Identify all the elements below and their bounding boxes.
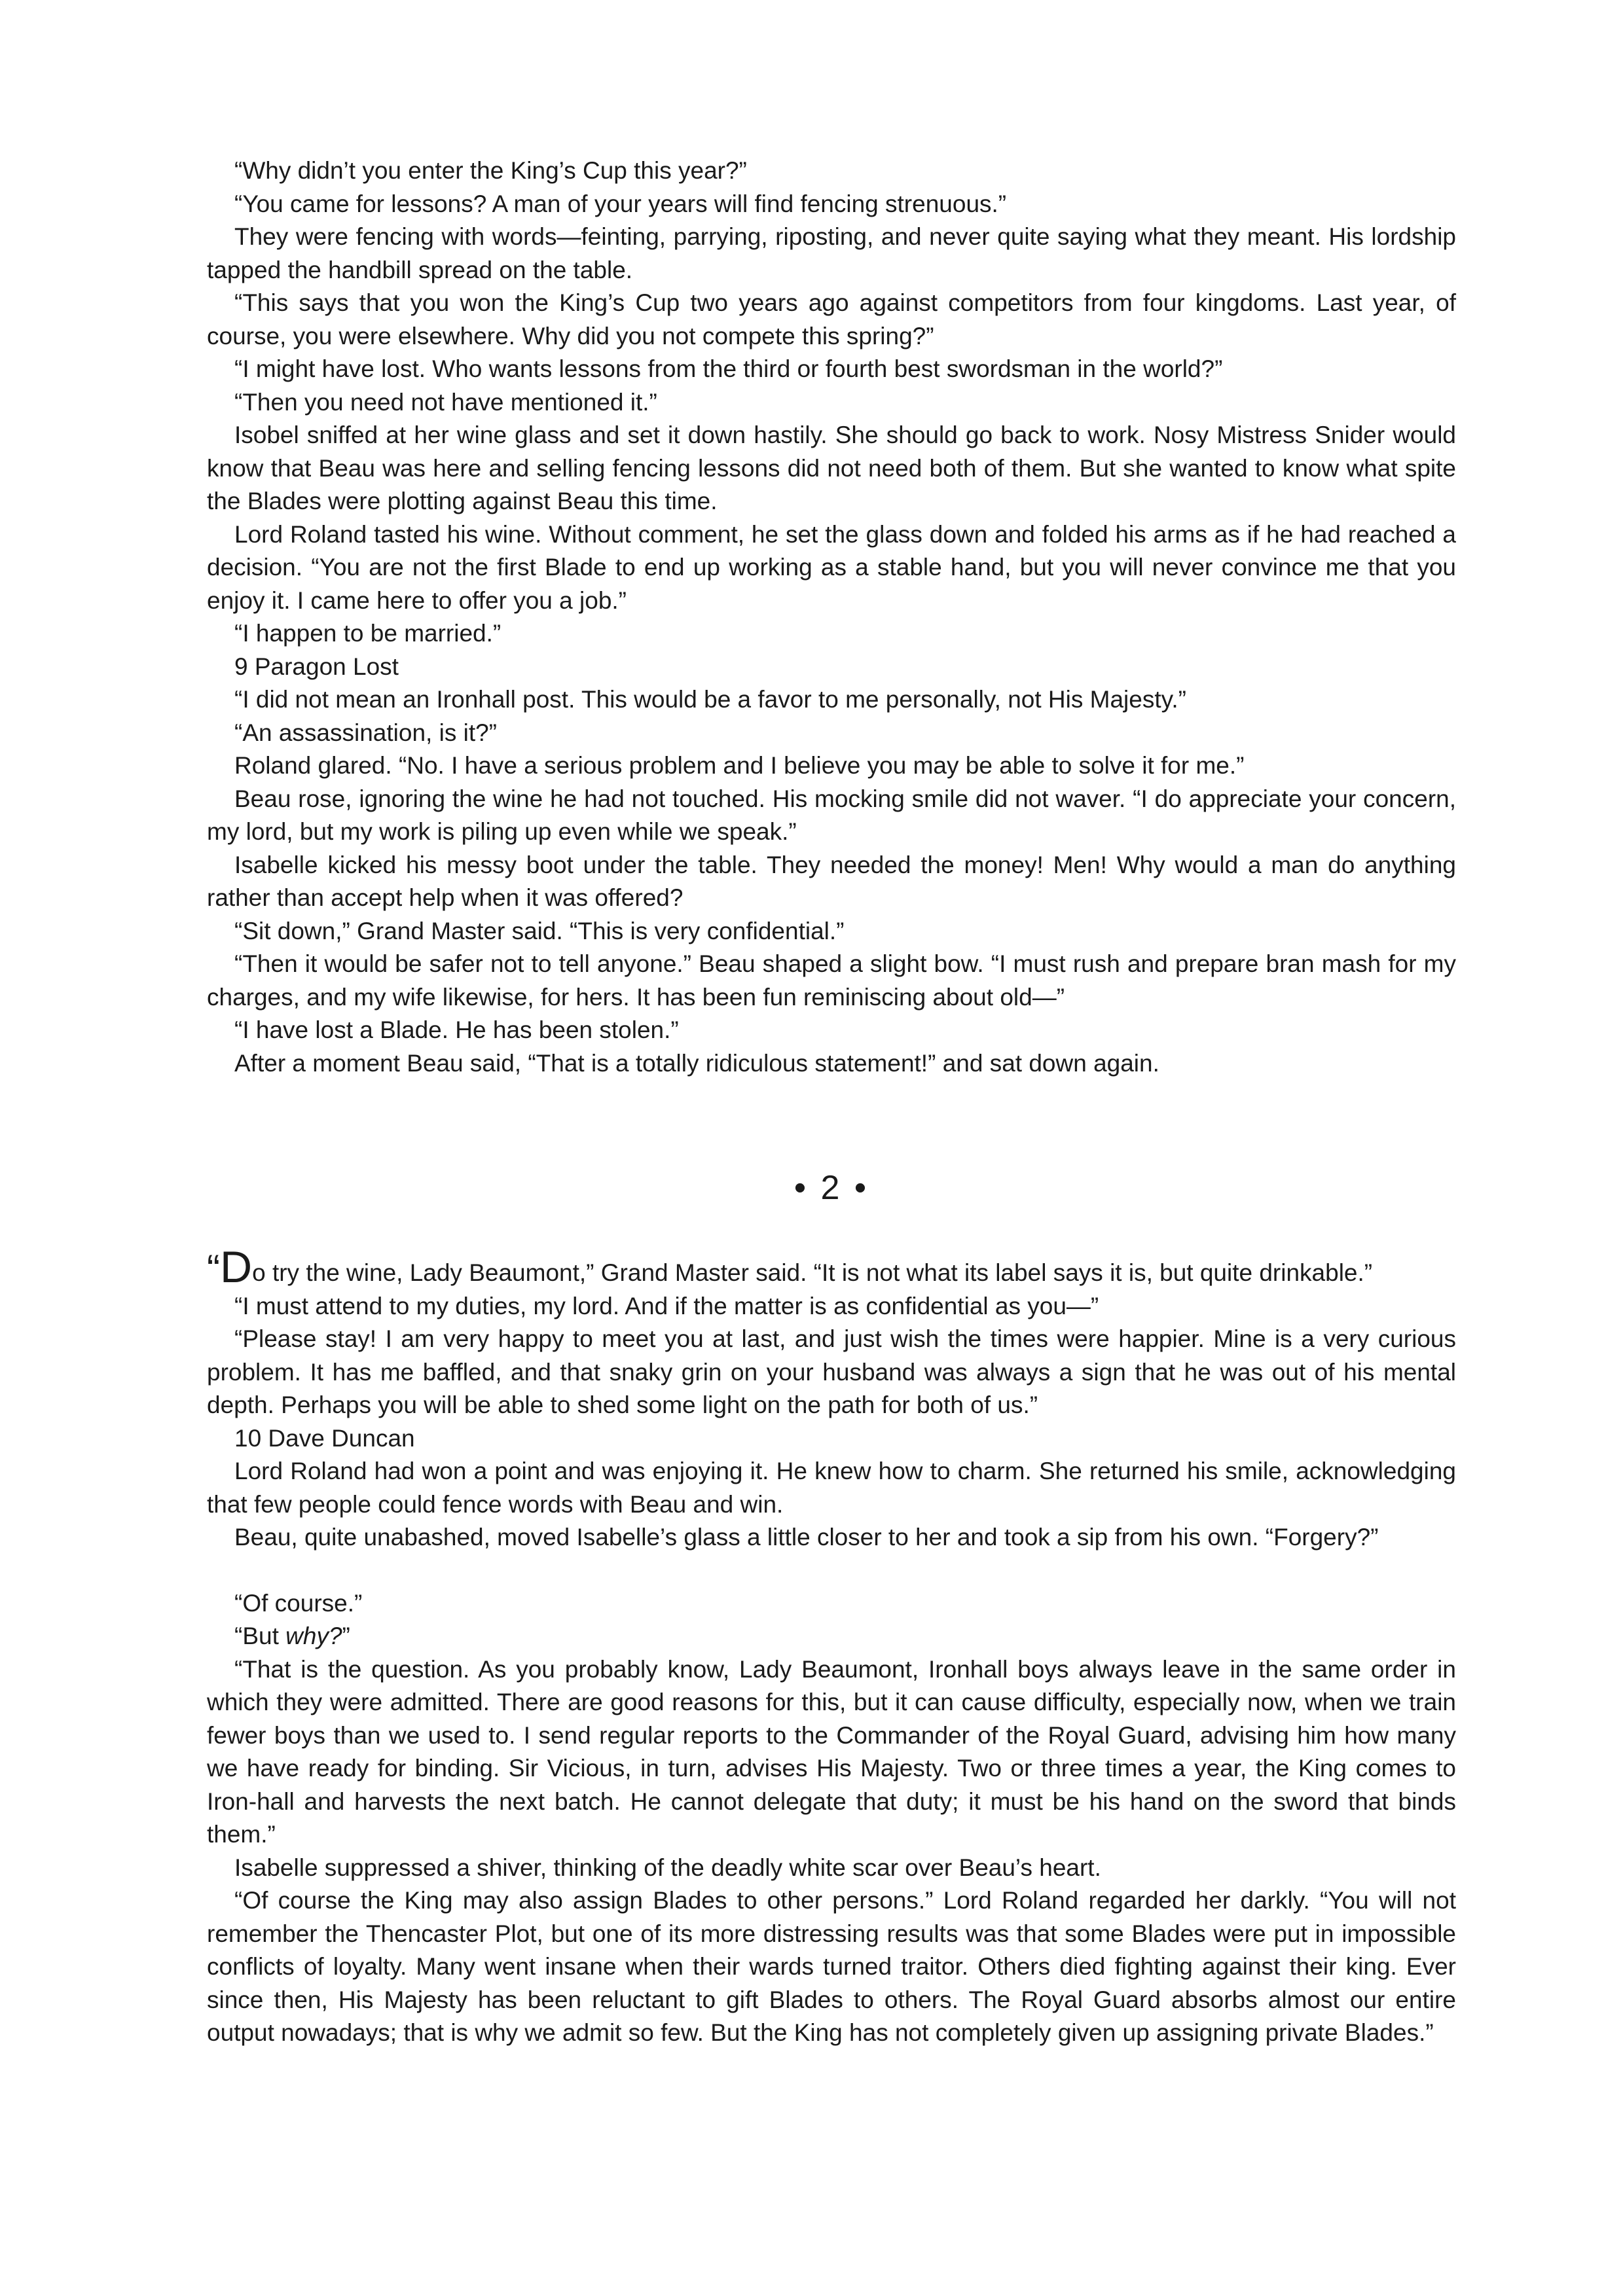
- paragraph: After a moment Beau said, “That is a totally ridiculous statement!” and sat down again.: [234, 1049, 1159, 1077]
- paragraph: “You came for lessons? A man of your years will find fencing strenuous.”: [234, 190, 1007, 217]
- paragraph: “Please stay! I am very happy to meet you at last, and just wish the times were happier. Mine is a very curious problem. It has me baffled, and that snaky grin on your husband was always a sign that he was out of his mental depth. Perhaps you will be able to shed some light on the path for both of us.”: [207, 1325, 1456, 1418]
- document-page: [207, 154, 1456, 2050]
- paragraph: Roland glared. “No. I have a serious problem and I believe you may be able to solve it for me.”: [234, 752, 1245, 779]
- paragraph: “That is the question. As you probably know, Lady Beaumont, Ironhall boys always leave in the same order in which they were admitted. There are good reasons for this, but it can cause difficulty, especially now, when we train fewer boys than we used to. I send regular reports to the Commander of the Royal Guard, advising him how many we have ready for binding. Sir Vicious, in turn, advises His Majesty. Two or three times a year, the King comes to Iron-hall and harvests the next batch. He cannot delegate that duty; it must be his hand on the sword that binds them.”: [207, 1655, 1456, 1848]
- paragraph: “An assassination, is it?”: [234, 719, 498, 746]
- paragraph: Beau, quite unabashed, moved Isabelle’s glass a little closer to her and took a sip from his own. “Forgery?”: [234, 1524, 1379, 1551]
- paragraph: “I must attend to my duties, my lord. And if the matter is as confidential as you—”: [234, 1292, 1099, 1319]
- dropcap-letter: D: [219, 1242, 253, 1292]
- chapter-opening-paragraph: [207, 1242, 1456, 1292]
- but-why-prefix: “But: [234, 1623, 286, 1649]
- paragraph: [207, 1620, 1456, 1653]
- chapter-opening-text: o try the wine, Lady Beaumont,” Grand Master said. “It is not what its label says it is, but quite drinkable.”: [252, 1259, 1373, 1286]
- chapter-heading: • 2 •: [793, 1169, 869, 1207]
- running-header: 9 Paragon Lost: [234, 653, 399, 680]
- paragraph: “Of course the King may also assign Blades to other persons.” Lord Roland regarded her darkly. “You will not remember the Thencaster Plot, but one of its more distressing results was that some Blades were put in impossible conflicts of loyalty. Many went insane when their wards turned traitor. Others died fighting against their king. Ever since then, His Majesty has been reluctant to gift Blades to others. The Royal Guard absorbs almost our entire output nowadays; that is why we admit so few. But the King has not completely given up assigning private Blades.”: [207, 1887, 1456, 2046]
- paragraph: “This says that you won the King’s Cup two years ago against competitors from four kingdoms. Last year, of course, you were elsewhere. Why did you not compete this spring?”: [207, 289, 1456, 350]
- paragraph: Lord Roland tasted his wine. Without comment, he set the glass down and folded his arms as if he had reached a decision. “You are not the first Blade to end up working as a stable hand, but you will never convince me that you enjoy it. I came here to offer you a job.”: [207, 520, 1456, 614]
- paragraph: Isabelle suppressed a shiver, thinking of the deadly white scar over Beau’s heart.: [234, 1854, 1101, 1881]
- but-why-suffix: ”: [342, 1623, 350, 1649]
- paragraph: “Of course.”: [234, 1589, 363, 1617]
- paragraph: “I happen to be married.”: [234, 620, 501, 647]
- paragraph: They were fencing with words—feinting, parrying, riposting, and never quite saying what they meant. His lordship tapped the handbill spread on the table.: [207, 223, 1456, 283]
- running-header: 10 Dave Duncan: [234, 1424, 415, 1452]
- paragraph: Isobel sniffed at her wine glass and set it down hastily. She should go back to work. Nosy Mistress Snider would know that Beau was here and selling fencing lessons did not need both of them. But she wanted to know what spite the Blades were plotting against Beau this time.: [207, 422, 1456, 514]
- paragraph: “Then you need not have mentioned it.”: [234, 388, 657, 416]
- dropcap-quote: “: [207, 1247, 220, 1291]
- paragraph: Beau rose, ignoring the wine he had not touched. His mocking smile did not waver. “I do appreciate your concern, my lord, but my work is piling up even while we speak.”: [207, 785, 1456, 845]
- paragraph: “I have lost a Blade. He has been stolen.”: [234, 1016, 679, 1043]
- paragraph: “Sit down,” Grand Master said. “This is very confidential.”: [234, 917, 845, 944]
- paragraph: Lord Roland had won a point and was enjoying it. He knew how to charm. She returned his smile, acknowledging that few people could fence words with Beau and win.: [207, 1458, 1456, 1518]
- paragraph: “Why didn’t you enter the King’s Cup this year?”: [234, 157, 747, 184]
- paragraph: “I might have lost. Who wants lessons from the third or fourth best swordsman in the world?”: [234, 355, 1223, 382]
- paragraph: Isabelle kicked his messy boot under the table. They needed the money! Men! Why would a man do anything rather than accept help when it was offered?: [207, 851, 1456, 911]
- paragraph: “Then it would be safer not to tell anyone.” Beau shaped a slight bow. “I must rush and prepare bran mash for my charges, and my wife likewise, for hers. It has been fun reminiscing about old—”: [207, 950, 1456, 1011]
- paragraph: “I did not mean an Ironhall post. This would be a favor to me personally, not His Majesty.”: [234, 686, 1186, 713]
- but-why-italic: why?: [285, 1623, 342, 1649]
